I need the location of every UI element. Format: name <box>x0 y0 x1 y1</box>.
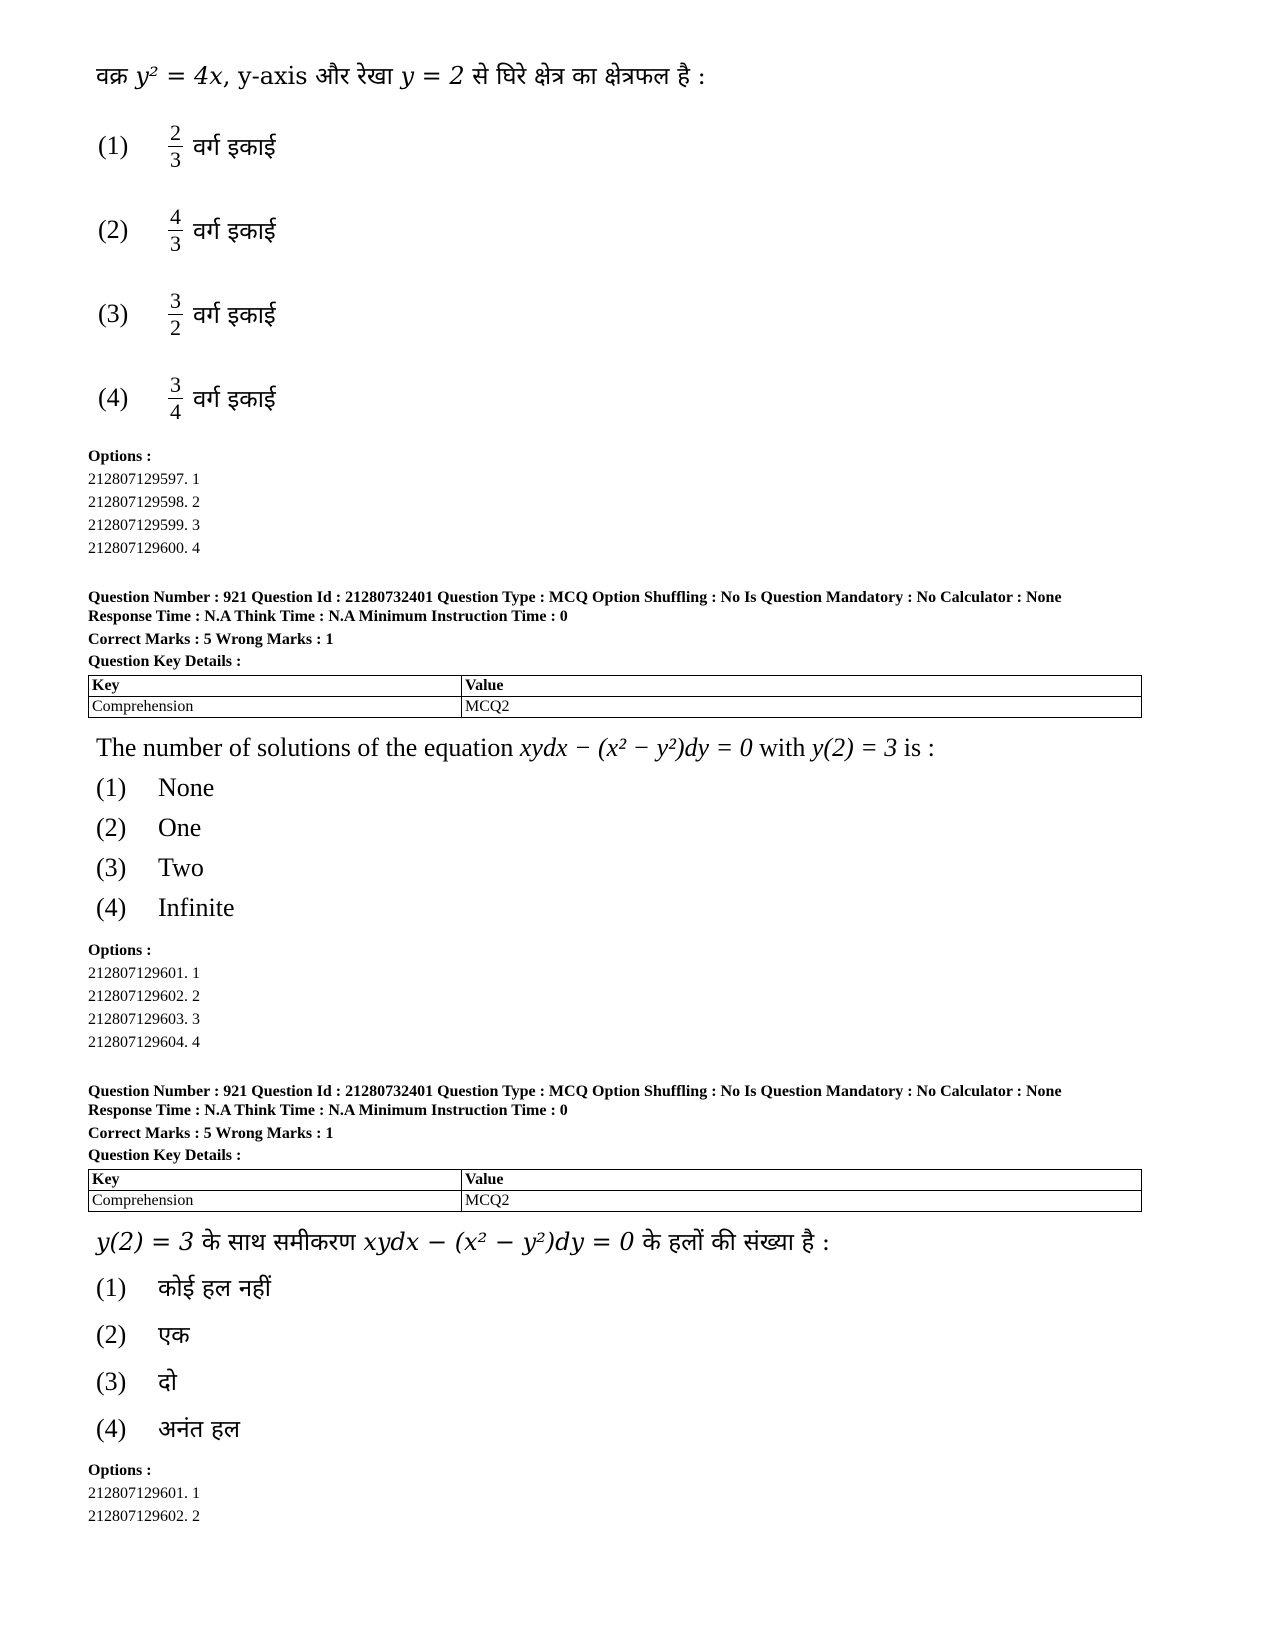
option-id: 212807129603. 3 <box>88 1011 200 1028</box>
table-header-value: Value <box>462 1170 1142 1191</box>
choice-row <box>88 1311 1198 1358</box>
table-row <box>89 697 1142 718</box>
question-1 <box>88 60 1198 560</box>
denominator: 3 <box>170 146 181 172</box>
table-header-key: Key <box>89 676 462 697</box>
choice-label: Two <box>158 853 204 882</box>
unit-label: वर्ग इकाई <box>193 216 276 245</box>
question-meta-line: Question Number : 921 Question Id : 21280732401 Question Type : MCQ Option Shuffling : No Is Question Mandatory : No Calculator : None <box>88 1083 1062 1100</box>
document-page <box>88 60 1198 1528</box>
numerator: 3 <box>170 287 181 313</box>
choice-row <box>88 1358 1198 1405</box>
choice-label: अनंत हल <box>158 1415 240 1443</box>
q2-condition: y(2) = 3 <box>811 733 898 762</box>
marks-line: Correct Marks : 5 Wrong Marks : 1 <box>88 1125 334 1142</box>
numerator: 2 <box>170 119 181 145</box>
table-cell-value: MCQ2 <box>462 697 1142 718</box>
choice-row <box>88 1405 1198 1452</box>
numerator: 3 <box>170 371 181 397</box>
option-id: 212807129598. 2 <box>88 494 200 511</box>
option-id: 212807129597. 1 <box>88 471 200 488</box>
choice-number: (1) <box>98 131 129 160</box>
choice-number: (1) <box>96 1272 127 1302</box>
table-header-value: Value <box>462 676 1142 697</box>
question-2 <box>88 588 1198 1054</box>
fraction <box>168 373 183 424</box>
q3-equation: xydx − (x² − y²)dy = 0 <box>363 1228 635 1256</box>
choice-number: (2) <box>98 215 129 244</box>
q1-equation: y² = 4x <box>135 62 223 90</box>
unit-label: वर्ग इकाई <box>193 384 276 413</box>
q2-text-middle: with <box>752 733 812 762</box>
q1-text-suffix: से घिरे क्षेत्र का क्षेत्रफल है : <box>464 62 706 90</box>
choice-number: (3) <box>96 1366 127 1396</box>
choice-number: (4) <box>96 1413 127 1443</box>
choice-row <box>88 278 1198 350</box>
choice-label: None <box>158 773 215 802</box>
option-id: 212807129599. 3 <box>88 517 200 534</box>
choice-row <box>88 808 1198 848</box>
table-header-key: Key <box>89 1170 462 1191</box>
table-row <box>89 1191 1142 1212</box>
option-id: 212807129600. 4 <box>88 540 200 557</box>
q2-equation: xydx − (x² − y²)dy = 0 <box>519 733 753 762</box>
numerator: 4 <box>170 203 181 229</box>
q2-text-suffix: is : <box>897 733 935 762</box>
fraction <box>168 289 183 340</box>
question-1-text <box>88 60 1198 92</box>
options-heading: Options : <box>88 942 152 959</box>
question-2-choices <box>88 768 1198 928</box>
option-id: 212807129601. 1 <box>88 965 200 982</box>
choice-row <box>88 768 1198 808</box>
choice-label: Infinite <box>158 893 235 922</box>
choice-row <box>88 362 1198 434</box>
question-3-choices <box>88 1264 1198 1452</box>
q3-text-suffix: के हलों की संख्या है : <box>634 1228 831 1256</box>
choice-number: (4) <box>96 893 127 922</box>
question-3 <box>88 1082 1198 1528</box>
table-cell-key: Comprehension <box>89 697 462 718</box>
table-header-row <box>89 676 1142 697</box>
choice-number: (1) <box>96 773 127 802</box>
choice-row <box>88 194 1198 266</box>
choice-row <box>88 888 1198 928</box>
choice-number: (2) <box>96 1319 127 1349</box>
unit-label: वर्ग इकाई <box>193 300 276 329</box>
options-heading: Options : <box>88 1462 152 1479</box>
question-2-text <box>88 732 1198 764</box>
choice-number: (3) <box>98 299 129 328</box>
question-meta-line: Response Time : N.A Think Time : N.A Minimum Instruction Time : 0 <box>88 1102 568 1119</box>
key-value-table <box>88 675 1142 718</box>
option-id: 212807129604. 4 <box>88 1034 200 1051</box>
question-meta-line: Response Time : N.A Think Time : N.A Minimum Instruction Time : 0 <box>88 608 568 625</box>
question-meta-line: Question Number : 921 Question Id : 21280732401 Question Type : MCQ Option Shuffling : No Is Question Mandatory : No Calculator : None <box>88 589 1062 606</box>
options-heading: Options : <box>88 448 152 465</box>
q1-text-middle: , y-axis और रेखा <box>222 62 401 90</box>
choice-row <box>88 848 1198 888</box>
question-1-choices <box>88 110 1198 434</box>
q2-text-prefix: The number of solutions of the equation <box>96 733 520 762</box>
q3-text-middle: के साथ समीकरण <box>194 1228 364 1256</box>
denominator: 3 <box>170 230 181 256</box>
choice-label: कोई हल नहीं <box>158 1274 271 1302</box>
question-meta <box>88 588 1198 626</box>
key-value-table <box>88 1169 1142 1212</box>
denominator: 4 <box>170 398 181 424</box>
choice-label: दो <box>158 1368 177 1396</box>
option-id: 212807129602. 2 <box>88 988 200 1005</box>
table-header-row <box>89 1170 1142 1191</box>
q1-text-prefix: वक्र <box>96 62 136 90</box>
fraction <box>168 205 183 256</box>
unit-label: वर्ग इकाई <box>193 132 276 161</box>
choice-number: (2) <box>96 813 127 842</box>
choice-row <box>88 110 1198 182</box>
question-3-text <box>88 1226 1198 1258</box>
choice-label: एक <box>158 1321 190 1349</box>
option-id: 212807129602. 2 <box>88 1508 200 1525</box>
q1-line: y = 2 <box>400 62 465 90</box>
q3-condition: y(2) = 3 <box>96 1228 195 1256</box>
key-details-heading: Question Key Details : <box>88 653 242 670</box>
key-details-heading: Question Key Details : <box>88 1147 242 1164</box>
question-meta <box>88 1082 1198 1120</box>
choice-number: (3) <box>96 853 127 882</box>
fraction <box>168 121 183 172</box>
marks-line: Correct Marks : 5 Wrong Marks : 1 <box>88 631 334 648</box>
denominator: 2 <box>170 314 181 340</box>
table-cell-key: Comprehension <box>89 1191 462 1212</box>
choice-row <box>88 1264 1198 1311</box>
option-id: 212807129601. 1 <box>88 1485 200 1502</box>
choice-label: One <box>158 813 202 842</box>
choice-number: (4) <box>98 383 129 412</box>
table-cell-value: MCQ2 <box>462 1191 1142 1212</box>
